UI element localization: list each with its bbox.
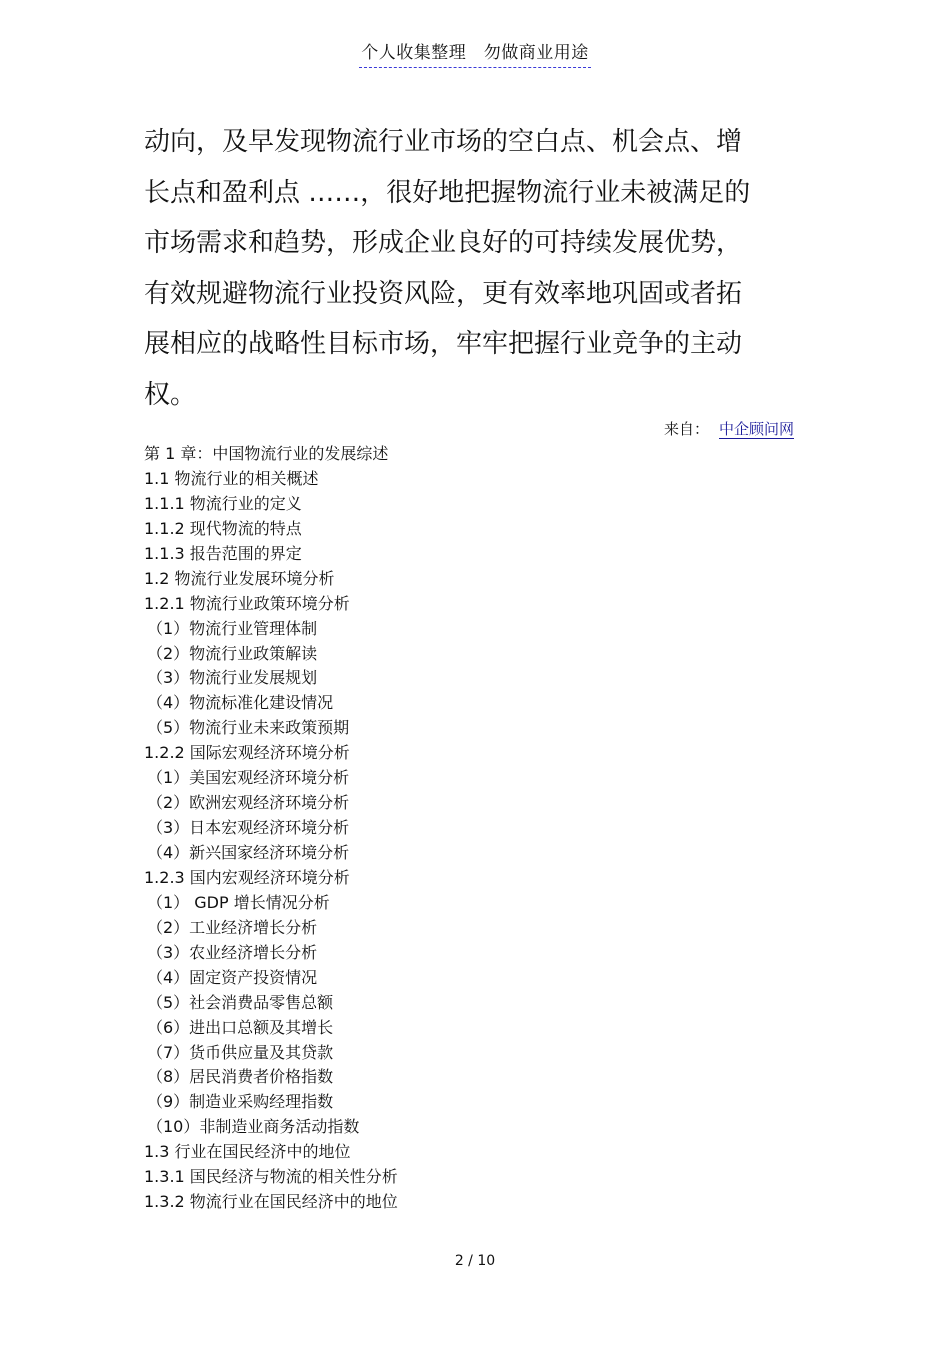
table-of-contents [144,442,784,1215]
toc-item: （9）制造业采购经理指数 [147,1092,334,1112]
toc-subsection: 1.3.2 物流行业在国民经济中的地位 [144,1192,398,1212]
toc-item: （4）新兴国家经济环境分析 [147,843,350,862]
toc-item: （5）物流行业未来政策预期 [147,718,350,738]
intro-line: 展相应的战略性目标市场，牢牢把握行业竞争的主动 [144,329,743,359]
toc-item: （8）居民消费者价格指数 [147,1067,334,1087]
toc-item: （7）货币供应量及其贷款 [147,1042,334,1062]
toc-item: （2）工业经济增长分析 [147,917,318,937]
toc-item: （2）欧洲宏观经济环境分析 [147,793,350,813]
toc-item: （3）日本宏观经济环境分析 [147,818,350,838]
toc-chapter-heading: 第 1 章：中国物流行业的发展综述 [144,444,389,463]
toc-item: （3）农业经济增长分析 [147,942,318,962]
source-link[interactable]: 中企顾问网 [718,420,794,438]
toc-item: （4）物流标准化建设情况 [147,693,334,713]
toc-subsection: 1.3.1 国民经济与物流的相关性分析 [144,1167,398,1187]
header-text: 个人收集整理 勿做商业用途 [359,40,591,68]
toc-subsection: 1.1.3 报告范围的界定 [144,543,302,563]
intro-line: 动向，及早发现物流行业市场的空白点、机会点、增 [144,127,743,157]
toc-subsection: 1.2.1 物流行业政策环境分析 [144,593,350,613]
toc-section: 1.3 行业在国民经济中的地位 [144,1142,351,1162]
toc-item: （10）非制造业商务活动指数 [147,1117,360,1137]
toc-item: （6）进出口总额及其增长 [147,1017,334,1037]
toc-item: （4）固定资产投资情况 [147,967,318,987]
source-label: 来自： [663,420,709,438]
intro-paragraph [144,117,804,420]
intro-line: 市场需求和趋势，形成企业良好的可持续发展优势， [144,228,743,258]
intro-line: 长点和盈利点 ……，很好地把握物流行业未被满足的 [144,177,751,208]
toc-subsection: 1.2.2 国际宏观经济环境分析 [144,743,350,763]
toc-item: （5）社会消费品零售总额 [147,992,334,1012]
toc-item: （1）美国宏观经济环境分析 [147,768,350,788]
page-header [0,40,950,68]
toc-section: 1.2 物流行业发展环境分析 [144,568,335,588]
toc-subsection: 1.1.2 现代物流的特点 [144,518,302,538]
intro-line: 有效规避物流行业投资风险，更有效率地巩固或者拓 [144,278,743,309]
toc-item: （1） GDP 增长情况分析 [147,892,330,912]
toc-section: 1.1 物流行业的相关概述 [144,468,319,488]
toc-subsection: 1.1.1 物流行业的定义 [144,493,302,513]
page-number: 2 / 10 [454,1253,496,1269]
toc-subsection: 1.2.3 国内宏观经济环境分析 [144,867,350,887]
toc-item: （1）物流行业管理体制 [147,618,318,638]
intro-line: 权。 [144,379,197,410]
source-attribution [664,418,794,440]
toc-item: （2）物流行业政策解读 [147,643,318,663]
toc-item: （3）物流行业发展规划 [147,668,318,688]
